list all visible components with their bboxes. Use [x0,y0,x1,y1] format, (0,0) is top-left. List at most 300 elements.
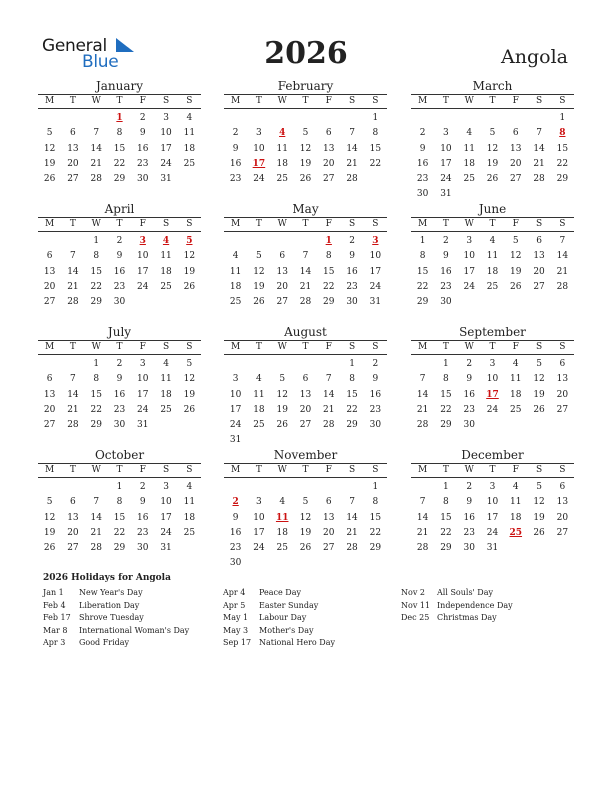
day-cell: 21 [90,158,102,169]
weekday-header [224,94,387,109]
holiday-day-cell: 25 [509,527,523,538]
weekday-header [224,217,387,232]
day-cell: 3 [466,236,473,246]
day-cell: 20 [510,158,522,169]
day-cell: 30 [137,174,149,185]
holiday-day-cell: 17 [486,389,499,400]
day-cell: 4 [512,359,519,369]
weekday-label: S [372,465,379,475]
day-cell: 2 [466,482,473,492]
day-cell: 11 [510,497,522,508]
day-cell: 22 [113,158,126,169]
day-cell: 10 [486,497,499,508]
day-cell: 23 [113,404,126,415]
holiday-name: Shrove Tuesday [79,613,144,623]
day-cell: 24 [160,527,172,538]
day-cell: 27 [43,420,56,431]
day-cell: 26 [533,527,545,538]
holiday-date: Feb 4 [43,600,66,610]
day-cell: 8 [93,374,100,385]
day-cell: 8 [325,251,332,262]
day-cell: 29 [369,543,382,554]
day-cell: 15 [113,512,126,523]
day-cell: 1 [116,482,123,492]
empty-day-cell [247,111,270,126]
day-cell: 21 [299,281,312,292]
day-cell: 17 [463,266,475,277]
day-cell: 8 [372,128,379,139]
day-cell: 10 [160,128,172,139]
weekday-label: F [139,96,146,106]
day-cell: 5 [256,251,262,262]
weekday-label: M [45,219,55,229]
weekday-label: F [325,219,332,229]
day-cell: 3 [256,497,262,508]
weekday-label: S [162,219,170,229]
weekday-label: T [69,342,76,352]
day-cell: 9 [232,512,239,523]
day-cell: 21 [346,527,358,538]
month-name: June [478,202,507,216]
day-cell: 18 [510,512,522,523]
day-cell: 24 [253,174,265,185]
day-cell: 21 [90,527,102,538]
weekday-label: F [139,219,146,229]
weekday-label: F [139,465,146,475]
day-cell: 17 [137,389,149,400]
day-cell: 12 [510,251,522,262]
day-cell: 22 [113,527,126,538]
day-cell: 29 [90,297,102,308]
weekday-label: T [255,342,262,352]
holiday-date: Sep 17 [223,638,252,648]
day-cell: 9 [139,497,146,508]
weekday-label: T [116,465,123,475]
day-cell: 9 [466,497,473,508]
weekday-label: S [559,465,566,475]
holiday-name: Labour Day [259,613,307,623]
day-cell: 15 [556,143,569,154]
day-cell: 1 [419,236,426,246]
day-cell: 12 [43,143,56,154]
day-cell: 29 [113,174,126,185]
day-cell: 17 [486,512,499,523]
day-grid [411,357,574,433]
day-cell: 22 [440,404,452,415]
empty-day-cell [294,480,317,495]
day-cell: 29 [346,420,358,431]
holiday-date: May 3 [223,625,249,635]
empty-day-cell [271,357,294,372]
day-cell: 6 [46,374,53,385]
empty-day-cell [271,111,294,126]
empty-day-cell [85,111,108,126]
day-cell: 30 [369,420,382,431]
day-cell: 17 [369,266,382,277]
day-cell: 18 [160,266,172,277]
day-cell: 13 [67,143,79,154]
day-cell: 7 [302,251,309,262]
day-cell: 10 [137,251,149,262]
weekday-label: S [535,342,543,352]
day-cell: 7 [536,128,542,139]
page-title-year: 2026 [264,36,348,71]
weekday-label: W [464,465,474,475]
day-cell: 14 [90,143,102,154]
day-cell: 20 [299,404,312,415]
empty-day-cell [224,357,247,372]
month-may [224,202,387,310]
weekday-label: M [418,342,428,352]
empty-day-cell [294,234,317,249]
day-cell: 11 [253,389,265,400]
day-cell: 4 [512,482,519,492]
day-cell: 24 [253,543,265,554]
day-cell: 3 [256,128,262,139]
day-cell: 16 [113,266,126,277]
day-cell: 9 [349,251,355,262]
day-cell: 1 [93,236,100,246]
empty-day-cell [317,480,340,495]
day-cell: 5 [536,359,542,369]
day-cell: 1 [443,482,449,492]
day-cell: 9 [116,374,123,385]
weekday-label: M [45,342,55,352]
weekday-label: F [512,465,519,475]
day-cell: 8 [93,251,100,262]
day-grid [411,480,574,556]
empty-day-cell [85,480,108,495]
day-cell: 5 [489,128,496,139]
day-cell: 19 [533,389,545,400]
holiday-name: Mother's Day [259,625,314,635]
day-cell: 8 [443,497,449,508]
day-cell: 2 [349,236,355,246]
weekday-label: T [302,219,309,229]
day-cell: 21 [323,404,335,415]
weekday-label: S [162,465,170,475]
day-cell: 26 [486,174,499,185]
weekday-label: T [302,342,309,352]
day-cell: 24 [137,404,149,415]
holiday-name: International Woman's Day [79,625,190,635]
weekday-label: T [489,342,496,352]
day-cell: 25 [160,404,172,415]
day-cell: 27 [556,404,569,415]
day-cell: 9 [139,128,146,139]
day-cell: 4 [466,128,473,139]
holiday-date: Dec 25 [401,613,430,623]
day-cell: 28 [346,543,358,554]
holiday-day-cell: 1 [325,236,332,246]
day-cell: 20 [43,404,56,415]
day-cell: 31 [229,435,242,446]
weekday-header [38,340,201,355]
day-cell: 13 [556,497,569,508]
day-cell: 31 [440,189,452,200]
holiday-date: Apr 5 [223,600,246,610]
weekday-label: F [325,342,332,352]
day-cell: 1 [93,359,100,369]
day-cell: 26 [43,543,56,554]
holiday-list-title: 2026 Holidays for Angola [43,573,171,583]
day-cell: 12 [276,389,288,400]
weekday-label: S [372,342,379,352]
month-september [411,325,574,433]
day-cell: 15 [440,512,452,523]
empty-day-cell [271,480,294,495]
day-cell: 26 [183,281,196,292]
weekday-label: M [231,219,241,229]
day-cell: 16 [113,389,126,400]
empty-day-cell [38,234,61,249]
day-cell: 24 [440,174,452,185]
day-cell: 16 [229,527,242,538]
weekday-label: F [139,342,146,352]
day-cell: 11 [160,251,172,262]
weekday-label: T [489,219,496,229]
day-cell: 8 [419,251,426,262]
day-cell: 20 [323,527,335,538]
day-cell: 4 [279,497,286,508]
weekday-label: W [464,342,474,352]
day-cell: 18 [276,527,288,538]
day-cell: 31 [160,174,172,185]
day-grid [224,357,387,449]
month-name: December [461,448,524,462]
day-cell: 13 [299,389,312,400]
empty-day-cell [317,111,340,126]
day-cell: 14 [533,143,545,154]
day-cell: 14 [416,512,429,523]
day-cell: 10 [440,143,452,154]
day-cell: 23 [113,281,126,292]
day-cell: 21 [67,281,79,292]
day-cell: 30 [113,420,126,431]
day-cell: 4 [489,236,496,246]
day-cell: 15 [113,143,126,154]
day-grid [38,234,201,310]
holiday-day-cell: 3 [372,236,379,246]
day-cell: 14 [323,389,335,400]
day-cell: 31 [486,543,499,554]
weekday-label: T [116,96,123,106]
month-name: February [277,79,334,93]
day-cell: 12 [299,512,312,523]
holiday-name: All Souls' Day [437,588,493,597]
weekday-label: M [418,465,428,475]
day-cell: 7 [419,497,426,508]
day-cell: 6 [325,128,332,139]
weekday-header [38,463,201,478]
holiday-list [43,573,583,648]
day-cell: 19 [299,527,312,538]
month-name: May [292,202,319,216]
day-cell: 16 [416,158,429,169]
weekday-label: S [348,342,356,352]
day-cell: 19 [183,389,196,400]
day-cell: 8 [116,128,123,139]
weekday-label: F [512,219,519,229]
weekday-header [224,463,387,478]
empty-day-cell [294,111,317,126]
holiday-date: Feb 17 [43,613,71,623]
weekday-label: W [91,219,101,229]
empty-day-cell [411,111,434,126]
weekday-header [411,217,574,232]
weekday-label: T [255,465,262,475]
weekday-label: W [464,219,474,229]
weekday-label: S [535,465,543,475]
day-cell: 2 [139,113,146,123]
empty-day-cell [294,357,317,372]
day-cell: 12 [183,374,196,385]
day-cell: 7 [349,128,355,139]
day-cell: 23 [440,281,452,292]
day-cell: 4 [256,374,262,385]
month-june [411,202,574,310]
day-cell: 14 [67,266,79,277]
day-cell: 18 [253,404,265,415]
weekday-label: T [69,465,76,475]
weekday-label: F [325,465,332,475]
weekday-label: S [186,219,193,229]
day-cell: 15 [346,389,358,400]
empty-day-cell [38,357,61,372]
day-cell: 1 [372,482,379,492]
day-cell: 24 [486,527,499,538]
day-cell: 11 [486,251,499,262]
day-cell: 2 [466,359,473,369]
day-cell: 2 [116,236,123,246]
day-cell: 27 [67,174,79,185]
day-cell: 13 [323,512,335,523]
day-grid [224,234,387,310]
weekday-label: M [231,96,241,106]
empty-day-cell [411,357,434,372]
day-cell: 30 [416,189,429,200]
empty-day-cell [61,480,84,495]
weekday-label: M [45,465,55,475]
day-cell: 18 [229,281,242,292]
holiday-day-cell: 3 [139,236,146,246]
empty-day-cell [247,357,270,372]
day-cell: 16 [137,512,149,523]
day-cell: 3 [232,374,239,385]
day-cell: 20 [276,281,288,292]
day-cell: 10 [160,497,172,508]
day-cell: 24 [160,158,172,169]
day-cell: 19 [533,512,545,523]
day-cell: 24 [463,281,475,292]
weekday-label: T [302,96,309,106]
day-cell: 16 [137,143,149,154]
day-cell: 23 [229,543,242,554]
day-cell: 20 [67,158,79,169]
day-cell: 28 [299,297,312,308]
day-cell: 14 [299,266,312,277]
day-cell: 15 [369,512,382,523]
holiday-name: Peace Day [259,588,301,597]
day-cell: 5 [302,497,309,508]
day-cell: 19 [43,158,56,169]
weekday-label: S [535,219,543,229]
day-cell: 7 [559,236,566,246]
day-cell: 12 [533,497,545,508]
weekday-label: T [442,219,449,229]
weekday-label: T [442,465,449,475]
day-cell: 21 [67,404,79,415]
day-cell: 9 [116,251,123,262]
day-cell: 21 [416,527,429,538]
holiday-date: Nov 11 [401,600,431,610]
empty-day-cell [224,111,247,126]
weekday-label: F [325,96,332,106]
day-cell: 9 [372,374,379,385]
holiday-name: Christmas Day [437,613,497,623]
day-cell: 29 [90,420,102,431]
holiday-name: National Hero Day [259,638,335,648]
weekday-label: W [91,96,101,106]
day-cell: 3 [163,113,169,123]
day-cell: 17 [137,266,149,277]
weekday-label: S [559,219,566,229]
day-cell: 22 [90,281,102,292]
month-december [411,448,574,556]
day-cell: 17 [440,158,452,169]
day-cell: 10 [137,374,149,385]
country-name: Angola [501,46,568,68]
day-cell: 23 [463,527,475,538]
holiday-date: Nov 2 [401,588,425,597]
day-cell: 18 [160,389,172,400]
day-cell: 10 [253,143,265,154]
month-name: October [94,448,145,462]
day-cell: 17 [160,143,172,154]
day-cell: 23 [229,174,242,185]
day-cell: 23 [369,404,382,415]
day-cell: 25 [276,174,288,185]
day-cell: 3 [489,359,496,369]
day-cell: 3 [139,359,146,369]
empty-day-cell [271,234,294,249]
day-cell: 25 [486,281,499,292]
day-cell: 8 [349,374,355,385]
holiday-day-cell: 1 [116,113,123,123]
month-july [38,325,201,433]
day-cell: 14 [90,512,102,523]
weekday-label: T [116,342,123,352]
day-cell: 12 [183,251,196,262]
month-november [224,448,387,572]
day-cell: 4 [186,482,193,492]
day-cell: 1 [372,113,379,123]
logo-text-blue: Blue [82,52,119,72]
day-cell: 4 [186,113,193,123]
holiday-day-cell: 4 [279,128,286,139]
day-cell: 18 [276,158,288,169]
day-cell: 28 [67,297,79,308]
day-cell: 6 [536,236,542,246]
day-cell: 23 [137,158,149,169]
day-cell: 12 [299,143,312,154]
weekday-label: T [69,219,76,229]
empty-day-cell [458,111,481,126]
month-name: January [95,79,144,93]
month-january [38,79,201,187]
day-cell: 7 [70,374,76,385]
day-cell: 29 [440,420,452,431]
